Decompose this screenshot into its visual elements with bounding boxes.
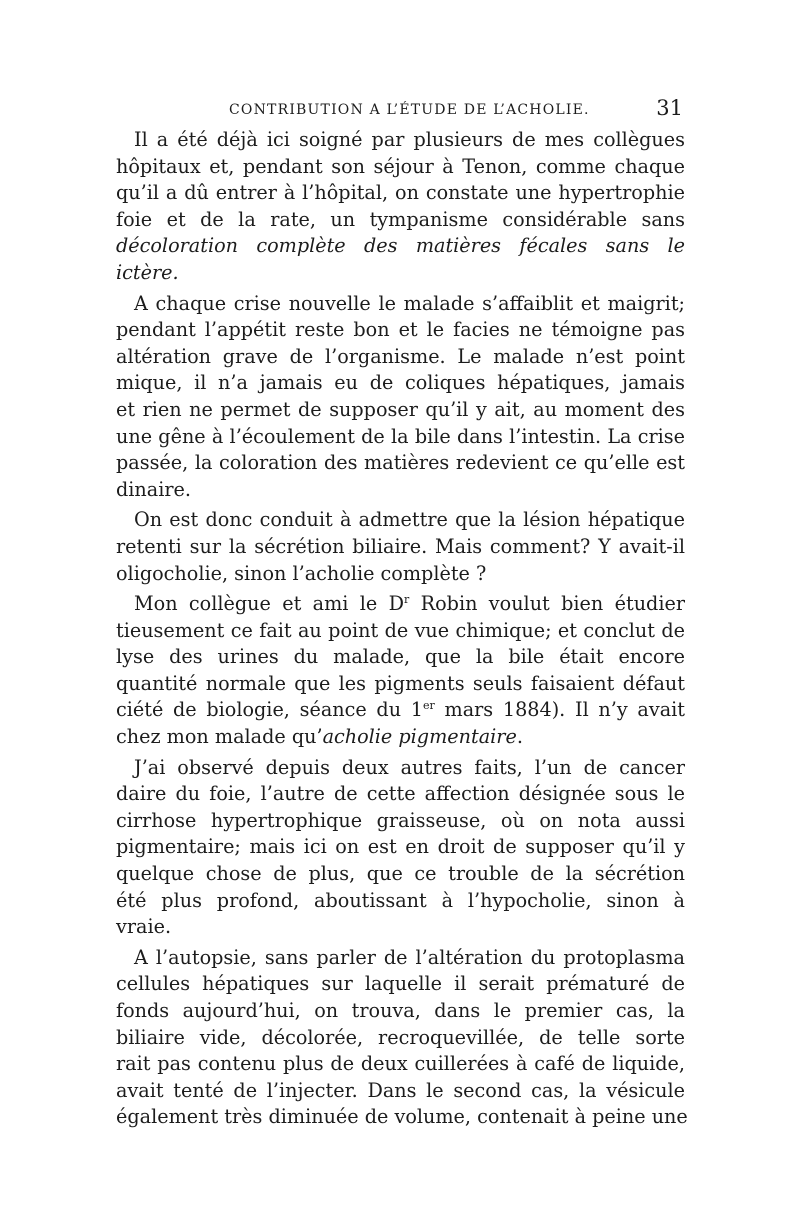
text-run: Il a été déjà ici soigné par plusieurs de mes collègues [134,128,685,151]
text-line [116,618,685,645]
paragraph [116,755,685,941]
text-run: une gêne à l’écoulement de la bile dans l’intestin. La crise [116,424,685,448]
text-line [116,888,685,915]
paragraph [116,507,685,587]
text-run: passée, la coloration des matières redevient ce qu’elle est [116,451,685,475]
text-run: vraie. [116,915,172,939]
text-run: A l’autopsie, sans parler de l’altération du protoplasma [134,945,685,969]
text-line [116,644,685,671]
text-line [116,914,685,941]
text-line [116,127,685,154]
text-line [116,834,685,861]
paragraph [116,591,685,751]
text-line [116,207,685,234]
superscript: r [404,593,410,607]
text-run: chez mon malade qu’ [116,725,323,749]
text-run: quelque chose de plus, que ce trouble de la sécrétion [116,862,685,886]
text-run: daire du foie, l’autre de cette affection désignée sous le [116,782,685,806]
italic-run: décoloration complète des matières fécales sans le [116,234,685,258]
text-line [116,534,685,561]
text-run: On est donc conduit à admettre que la lésion hépatique [134,508,685,532]
text-line [116,998,685,1025]
running-head-title: CONTRIBUTION A L’ÉTUDE DE L’ACHOLIE. [229,102,590,118]
text-line [116,344,685,371]
text-line [116,591,685,618]
text-run: tieusement ce fait au point de vue chimique; et conclut de [116,618,685,642]
running-head [116,96,685,126]
text-line [116,1051,685,1078]
text-line [116,561,685,588]
text-line [116,477,685,504]
text-line [116,450,685,477]
text-run: et rien ne permet de supposer qu’il y ait, au moment des [116,397,685,421]
text-run: J’ai observé depuis deux autres faits, l’un de cancer [134,755,685,779]
text-run: cirrhose hypertrophique graisseuse, où on nota aussi [116,808,685,832]
text-run: mars 1884). Il n’y avait [444,698,685,722]
text-line [116,317,685,344]
text-line [116,861,685,888]
text-line [116,971,685,998]
text-line [116,1078,685,1105]
text-run: rait pas contenu plus de deux cuillerées à café de liquide, [116,1052,685,1076]
text-line [116,945,685,972]
text-run: quantité normale que les pigments seuls faisaient défaut [116,671,685,695]
text-line [116,180,685,207]
text-run: biliaire vide, décolorée, recroquevillée, de telle sorte [116,1025,685,1049]
text-run: Mon collègue et ami le D [134,592,405,616]
text-run: hôpitaux et, pendant son séjour à Tenon, comme chaque [116,154,685,178]
text-run: avait tenté de l’injecter. Dans le second cas, la vésicule [116,1078,685,1102]
italic-run: ictère. [116,260,179,284]
text-line [116,370,685,397]
text-run: lyse des urines du malade, que la bile était encore [116,645,685,669]
text-line [116,697,685,724]
text-line [116,1025,685,1052]
text-run: mique, il n’a jamais eu de coliques hépatiques, jamais [116,371,685,395]
text-line [116,1104,688,1131]
body-text [116,127,688,1131]
text-run: également très diminuée de volume, contenait à peine une [116,1105,688,1129]
text-line [116,260,685,287]
text-run: . [516,725,523,749]
text-run: dinaire. [116,477,191,501]
text-run: fonds aujourd’hui, on trouva, dans le premier cas, la [116,999,685,1022]
text-run: ciété de biologie, séance du 1 [116,698,423,722]
text-line [116,291,685,318]
text-run: pigmentaire; mais ici on est en droit de supposer qu’il y [116,835,685,859]
text-run: cellules hépatiques sur laquelle il serait prématuré de [116,972,685,996]
text-run: qu’il a dû entrer à l’hôpital, on constate une hypertrophie [116,181,685,205]
paragraph [116,945,688,1131]
text-line [116,397,685,424]
text-run: A chaque crise nouvelle le malade s’affaiblit et maigrit; [134,291,685,315]
text-run: été plus profond, aboutissant à l’hypocholie, sinon à [116,888,685,912]
italic-run: acholie pigmentaire [322,725,517,749]
text-line [116,233,685,260]
text-run: altération grave de l’organisme. Le malade n’est point [116,344,685,368]
text-line [116,507,685,534]
text-line [116,808,685,835]
text-line [116,154,685,181]
text-line [116,671,685,698]
text-line [116,755,685,782]
page-number: 31 [656,96,683,120]
text-run: retenti sur la sécrétion biliaire. Mais comment? Y avait-il [116,534,685,558]
text-line [116,781,685,808]
paragraph [116,127,685,287]
text-line [116,424,685,451]
text-run: pendant l’appétit reste bon et le facies ne témoigne pas [116,318,685,342]
text-run: foie et de la rate, un tympanisme considérable sans [116,207,685,231]
text-line [116,724,685,751]
text-run: oligocholie, sinon l’acholie complète ? [116,561,487,585]
superscript: er [423,699,435,713]
text-run: Robin voulut bien étudier [420,592,685,616]
paragraph [116,291,685,504]
